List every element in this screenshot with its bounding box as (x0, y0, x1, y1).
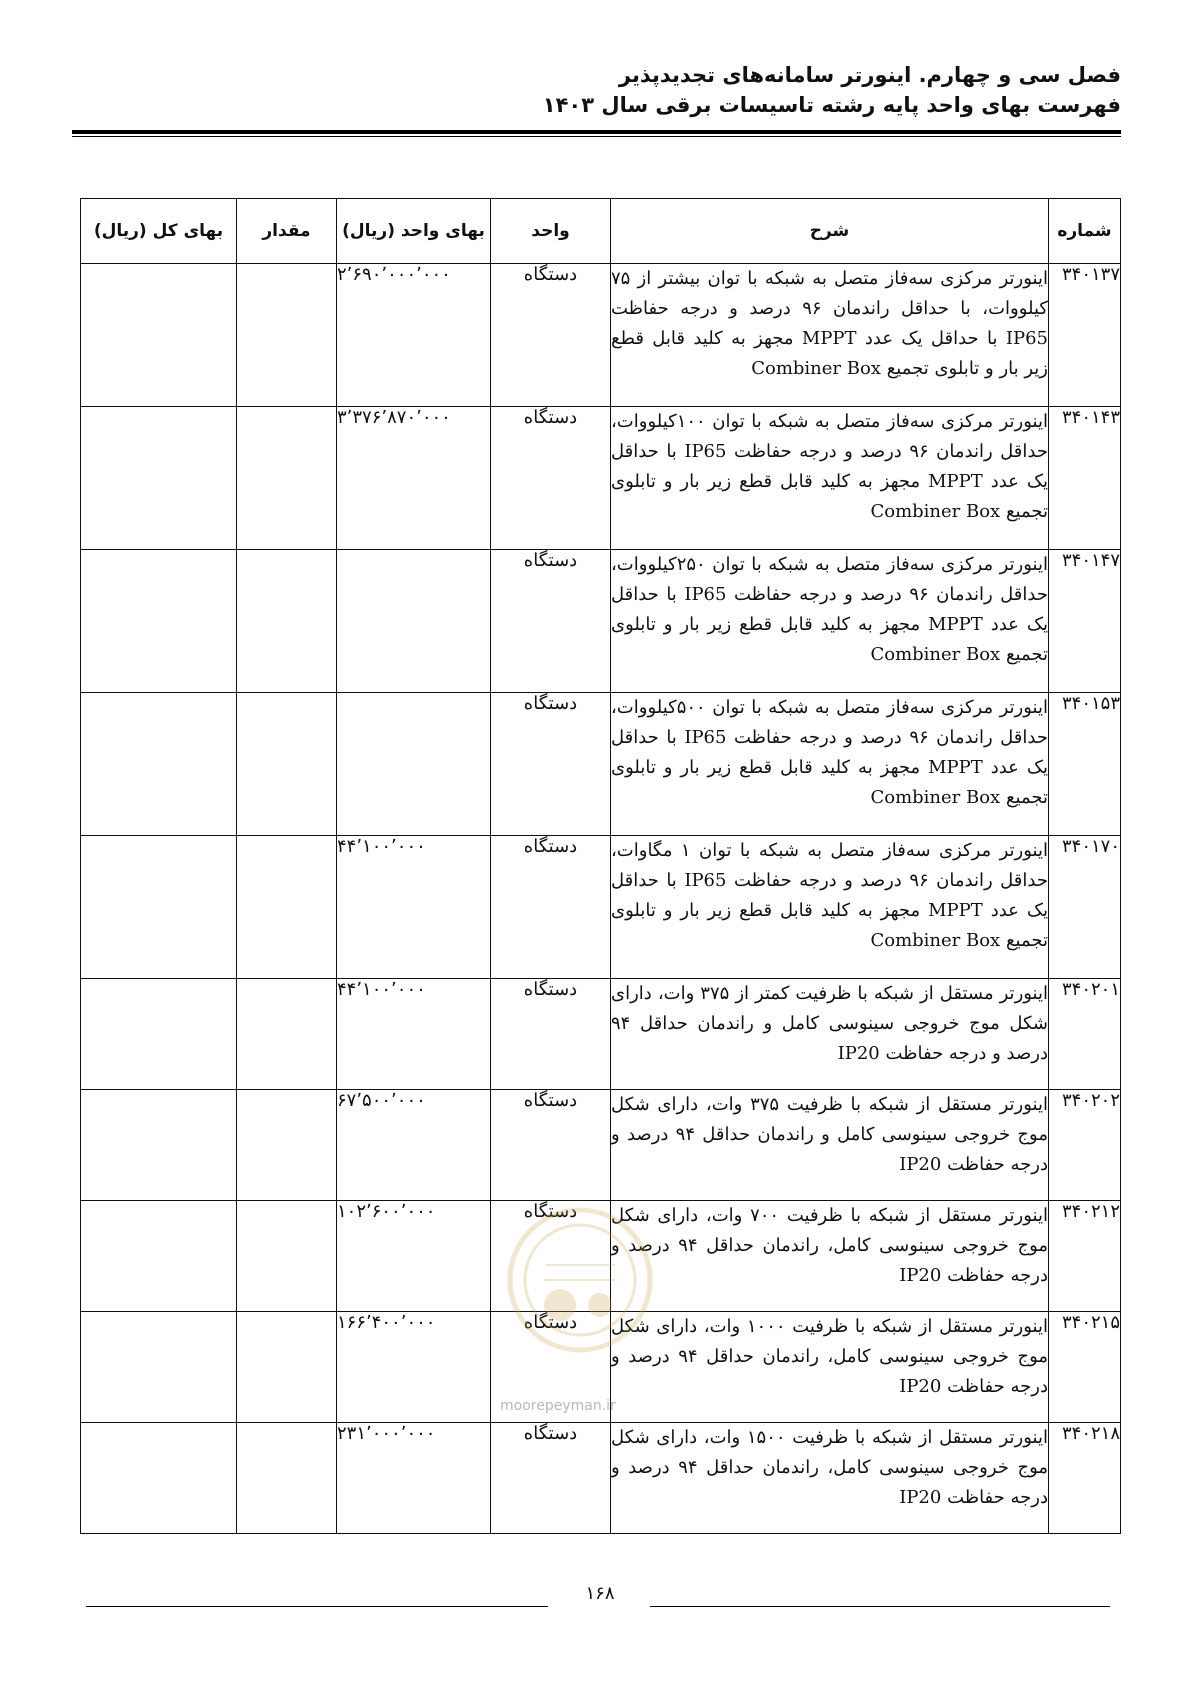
item-description: اینورتر مرکزی سه‌فاز متصل به شبکه با توان ۱ مگاوات، حداقل راندمان ۹۶ درصد و درجه حفاظت IP65 با حداقل یک عدد MPPT مجهز به کلید قابل قطع زیر بار و تابلوی تجمیع Combiner Box (611, 836, 1049, 979)
footer-rule-right (650, 1606, 1110, 1607)
item-quantity (237, 264, 337, 407)
chapter-title: فصل سی و چهارم. اینورتر سامانه‌های تجدیدپذیر (618, 63, 1121, 87)
item-unit: دستگاه (491, 264, 611, 407)
item-description: اینورتر مرکزی سه‌فاز متصل به شبکه با توان ۲۵۰کیلووات، حداقل راندمان ۹۶ درصد و درجه حفاظت IP65 با حداقل یک عدد MPPT مجهز به کلید قابل قطع زیر بار و تابلوی تجمیع Combiner Box (611, 550, 1049, 693)
header-rule-thick (72, 130, 1121, 134)
item-unit: دستگاه (491, 979, 611, 1090)
watermark-logo (505, 1205, 655, 1355)
item-unit: دستگاه (491, 407, 611, 550)
item-total-price (81, 836, 237, 979)
table-row (81, 693, 1121, 836)
item-total-price (81, 550, 237, 693)
item-total-price (81, 693, 237, 836)
item-code: ۳۴۰۱۷۰ (1049, 836, 1121, 979)
item-unit: دستگاه (491, 1201, 611, 1312)
item-description: اینورتر مستقل از شبکه با ظرفیت ۳۷۵ وات، دارای شکل موج خروجی سینوسی کامل و راندمان حداقل ۹۴ درصد و درجه حفاظت IP20 (611, 1090, 1049, 1201)
item-description: اینورتر مستقل از شبکه با ظرفیت ۱۵۰۰ وات، دارای شکل موج خروجی سینوسی کامل، راندمان حداقل ۹۴ درصد و درجه حفاظت IP20 (611, 1423, 1049, 1534)
item-total-price (81, 407, 237, 550)
item-quantity (237, 1090, 337, 1201)
item-quantity (237, 693, 337, 836)
item-code: ۳۴۰۱۴۳ (1049, 407, 1121, 550)
table-row (81, 264, 1121, 407)
table-row (81, 979, 1121, 1090)
item-code: ۳۴۰۱۵۳ (1049, 693, 1121, 836)
item-quantity (237, 407, 337, 550)
table-row (81, 1090, 1121, 1201)
column-header-code: شماره (1049, 199, 1121, 264)
item-unit-price (337, 693, 491, 836)
item-unit-price: ۴۴٬۱۰۰٬۰۰۰ (337, 979, 491, 1090)
document-title: فهرست بهای واحد پایه رشته تاسیسات برقی سال ۱۴۰۳ (542, 93, 1121, 117)
item-quantity (237, 1312, 337, 1423)
watermark-text: moorepeyman.ir (500, 1398, 616, 1414)
item-unit-price: ۲٬۶۹۰٬۰۰۰٬۰۰۰ (337, 264, 491, 407)
column-header-total-price: بهای کل (ریال) (81, 199, 237, 264)
item-description: اینورتر مرکزی سه‌فاز متصل به شبکه با توان ۵۰۰کیلووات، حداقل راندمان ۹۶ درصد و درجه حفاظت IP65 با حداقل یک عدد MPPT مجهز به کلید قابل قطع زیر بار و تابلوی تجمیع Combiner Box (611, 693, 1049, 836)
item-total-price (81, 264, 237, 407)
item-description: اینورتر مرکزی سه‌فاز متصل به شبکه با توان بیشتر از ۷۵ کیلووات، با حداقل راندمان ۹۶ درصد و درجه حفاظت IP65 با حداقل یک عدد MPPT مجهز به کلید قابل قطع زیر بار و تابلوی تجمیع Combiner Box (611, 264, 1049, 407)
item-code: ۳۴۰۱۳۷ (1049, 264, 1121, 407)
item-total-price (81, 979, 237, 1090)
item-unit-price: ۲۳۱٬۰۰۰٬۰۰۰ (337, 1423, 491, 1534)
item-code: ۳۴۰۲۱۸ (1049, 1423, 1121, 1534)
item-quantity (237, 979, 337, 1090)
item-code: ۳۴۰۲۱۵ (1049, 1312, 1121, 1423)
item-description: اینورتر مستقل از شبکه با ظرفیت ۷۰۰ وات، دارای شکل موج خروجی سینوسی کامل، راندمان حداقل ۹۴ درصد و درجه حفاظت IP20 (611, 1201, 1049, 1312)
item-total-price (81, 1090, 237, 1201)
item-code: ۳۴۰۲۰۲ (1049, 1090, 1121, 1201)
table-row (81, 407, 1121, 550)
item-unit: دستگاه (491, 1312, 611, 1423)
item-quantity (237, 1201, 337, 1312)
page-header (71, 60, 1121, 120)
item-unit-price: ۳٬۳۷۶٬۸۷۰٬۰۰۰ (337, 407, 491, 550)
item-unit-price: ۱۶۶٬۴۰۰٬۰۰۰ (337, 1312, 491, 1423)
item-description: اینورتر مستقل از شبکه با ظرفیت کمتر از ۳۷۵ وات، دارای شکل موج خروجی سینوسی کامل و راندمان حداقل ۹۴ درصد و درجه حفاظت IP20 (611, 979, 1049, 1090)
item-quantity (237, 1423, 337, 1534)
item-description: اینورتر مرکزی سه‌فاز متصل به شبکه با توان ۱۰۰کیلووات، حداقل راندمان ۹۶ درصد و درجه حفاظت IP65 با حداقل یک عدد MPPT مجهز به کلید قابل قطع زیر بار و تابلوی تجمیع Combiner Box (611, 407, 1049, 550)
column-header-unit: واحد (491, 199, 611, 264)
column-header-quantity: مقدار (237, 199, 337, 264)
item-unit-price: ۱۰۲٬۶۰۰٬۰۰۰ (337, 1201, 491, 1312)
item-total-price (81, 1201, 237, 1312)
item-unit: دستگاه (491, 550, 611, 693)
item-unit: دستگاه (491, 1090, 611, 1201)
item-unit-price (337, 550, 491, 693)
item-unit-price: ۶۷٬۵۰۰٬۰۰۰ (337, 1090, 491, 1201)
table-row (81, 1423, 1121, 1534)
table-row (81, 550, 1121, 693)
header-rule-thin (72, 136, 1121, 137)
item-code: ۳۴۰۲۰۱ (1049, 979, 1121, 1090)
column-header-description: شرح (611, 199, 1049, 264)
item-total-price (81, 1312, 237, 1423)
page-number: ۱۶۸ (585, 1583, 615, 1604)
item-quantity (237, 550, 337, 693)
table-header-row (81, 199, 1121, 264)
item-code: ۳۴۰۲۱۲ (1049, 1201, 1121, 1312)
item-unit: دستگاه (491, 836, 611, 979)
item-description: اینورتر مستقل از شبکه با ظرفیت ۱۰۰۰ وات، دارای شکل موج خروجی سینوسی کامل، راندمان حداقل ۹۴ درصد و درجه حفاظت IP20 (611, 1312, 1049, 1423)
item-total-price (81, 1423, 237, 1534)
item-unit-price: ۴۴٬۱۰۰٬۰۰۰ (337, 836, 491, 979)
footer-rule-left (86, 1606, 548, 1607)
item-quantity (237, 836, 337, 979)
item-unit: دستگاه (491, 693, 611, 836)
table-row (81, 836, 1121, 979)
column-header-unit-price: بهای واحد (ریال) (337, 199, 491, 264)
item-code: ۳۴۰۱۴۷ (1049, 550, 1121, 693)
item-unit: دستگاه (491, 1423, 611, 1534)
